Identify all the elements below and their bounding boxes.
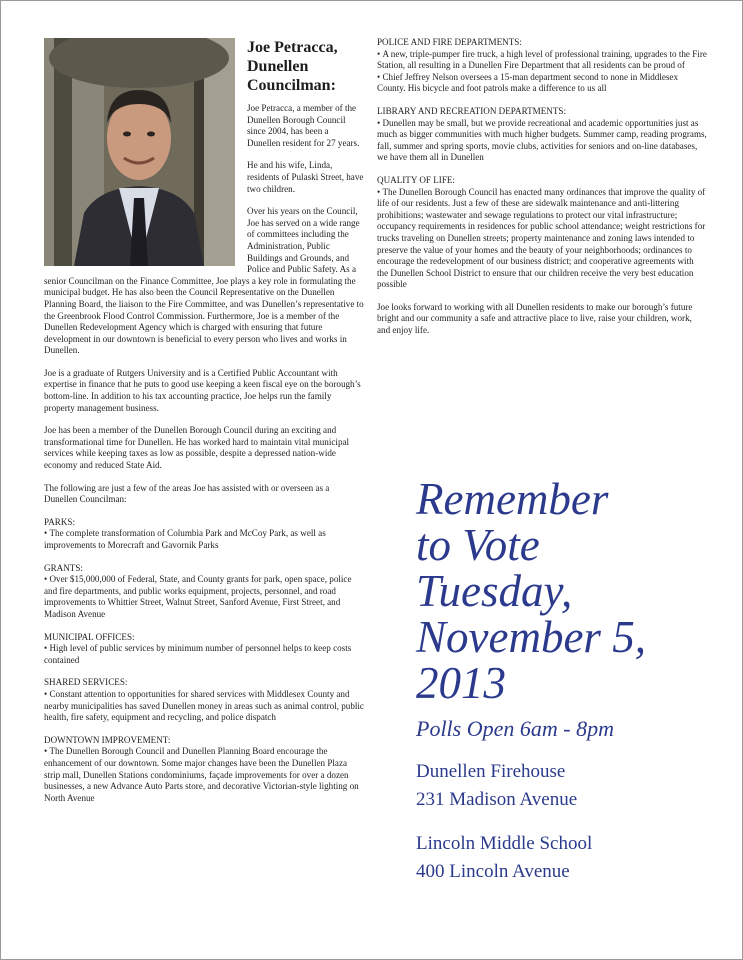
vote-headline-line: Tuesday,: [416, 566, 573, 616]
section-heading-police-fire: POLICE AND FIRE DEPARTMENTS:: [377, 37, 522, 47]
section-item: • High level of public services by minimum number of personnel helps to keep costs contained: [44, 643, 364, 666]
section-heading-downtown-improvement: DOWNTOWN IMPROVEMENT:: [44, 734, 171, 745]
polling-location: [416, 758, 716, 814]
section-item: • The complete transformation of Columbia Park and McCoy Park, as well as improvements to Morecraft and Gavornik Parks: [44, 528, 364, 551]
location-address: 231 Madison Avenue: [416, 789, 578, 810]
location-address: 400 Lincoln Avenue: [416, 861, 570, 882]
section-heading-parks: PARKS:: [44, 516, 76, 527]
candidate-name-title: Joe Petracca, Dunellen Councilman:: [247, 39, 338, 94]
location-name: Dunellen Firehouse: [416, 761, 566, 782]
section-item: • The Dunellen Borough Council has enacted many ordinances that improve the quality of life of our residents. Just a few of these are sidewalk maintenance and anti-littering prohibitions; wastewater and sewage regulations to protect our vital infrastructure; occupancy requirements in residences for public school attendance; weight restrictions for trucks traveling on Dunellen streets; property maintenance and zoning laws intended to preserve the value of your homes and the beauty of your neighborhoods; ordinances to encourage the redevelopment of our business district; and cooperative agreements with the Dunellen School District to ensure that our children receive the very best education possible: [377, 187, 707, 291]
section-heading-quality-of-life: QUALITY OF LIFE:: [377, 174, 455, 185]
vote-headline-line: Remember: [416, 474, 609, 524]
location-name: Lincoln Middle School: [416, 833, 593, 854]
polling-location: [416, 830, 716, 886]
closing-paragraph: Joe looks forward to working with all Dunellen residents to make our borough’s future bright and our community a safe and attractive place to live, raise your children, work, and enjoy life.: [377, 301, 693, 336]
bio-paragraph: He and his wife, Linda, residents of Pulaski Street, have two children.: [247, 160, 364, 194]
bio-paragraph: Joe is a graduate of Rutgers University and is a Certified Public Accountant with expertise in finance that he puts to good use keeping a keen fiscal eye on the borough’s bottom-line. In addition to his tax accounting practice, Joe helps run the family property management business.: [44, 367, 361, 413]
bio-paragraph: Over his years on the Council, Joe has served on a wide range of committees including the Administration, Public Buildings and Grounds, and Police and Public Safety. As a senior Councilman on the Finance Committee, Joe plays a key role in formulating the municipal budget. He has also been the Council Representative on the Dunellen Planning Board, the liaison to the Fire Committee, and was Dunellen’s representative to the Greenbrook Flood Control Commission. Furthermore, Joe is a member of the Dunellen Redevelopment Agency which is charged with ensuring that future development in our downtown is beneficial to every person who lives and works in Dunellen.: [44, 206, 364, 356]
section-heading-library-recreation: LIBRARY AND RECREATION DEPARTMENTS:: [377, 105, 567, 116]
section-item: • Constant attention to opportunities for shared services with Middlesex County and nearby municipalities has saved Dunellen money in areas such as animal control, public health, fire safety, equipment and recycling, and police dispatch: [44, 689, 364, 724]
vote-headline-line: 2013: [416, 658, 506, 708]
section-item: • The Dunellen Borough Council and Dunellen Planning Board encourage the enhancement of our downtown. Some major changes have been the Dunellen Plaza strip mall, Dunellen Stations condominiums, façade improvements for over a dozen businesses, a new Advance Auto Parts store, and decorative Victorian-style lighting on North Avenue: [44, 746, 364, 804]
section-heading-municipal-offices: MUNICIPAL OFFICES:: [44, 631, 135, 642]
section-heading-grants: GRANTS:: [44, 562, 83, 573]
portrait-image: [44, 38, 235, 266]
right-column: [377, 37, 707, 348]
section-item: • Dunellen may be small, but we provide recreational and academic opportunities just as much as bigger communities with much higher budgets. Summer camp, reading programs, fall, summer and spring sports, movie clubs, activities for seniors and on-line databases, we have them all in Dunellen: [377, 118, 707, 164]
bio-paragraph: The following are just a few of the areas Joe has assisted with or overseen as a Dunellen Councilman:: [44, 482, 330, 505]
bio-paragraph: Joe has been a member of the Dunellen Borough Council during an exciting and transformational time for Dunellen. He has worked hard to maintain vital municipal services while keeping taxes as low as possible, despite a depressed nation-wide economy and reduced State Aid.: [44, 425, 350, 471]
section-item: • Over $15,000,000 of Federal, State, and County grants for park, open space, police and fire departments, and public works equipment, projects, personnel, and road improvements to Whittier Street, Walnut Street, Sanford Avenue, First Street, and Madison Avenue: [44, 574, 364, 620]
section-item: • A new, triple-pumper fire truck, a high level of professional training, upgrades to the Fire Station, all resulting in a Dunellen Fire Department that all residents can be proud of: [377, 49, 707, 72]
polls-hours: Polls Open 6am - 8pm: [416, 716, 614, 741]
section-item: • Chief Jeffrey Nelson oversees a 15-man department second to none in Middlesex County. His bicycle and foot patrols make a difference to us all: [377, 72, 707, 95]
left-column: [44, 38, 364, 815]
vote-headline-line: to Vote: [416, 520, 540, 570]
bio-paragraph: Joe Petracca, a member of the Dunellen Borough Council since 2004, has been a Dunellen resident for 27 years.: [247, 103, 360, 148]
section-heading-shared-services: SHARED SERVICES:: [44, 677, 128, 688]
candidate-portrait: [44, 38, 235, 266]
vote-reminder: [416, 476, 716, 902]
vote-headline-line: November 5,: [416, 612, 646, 662]
